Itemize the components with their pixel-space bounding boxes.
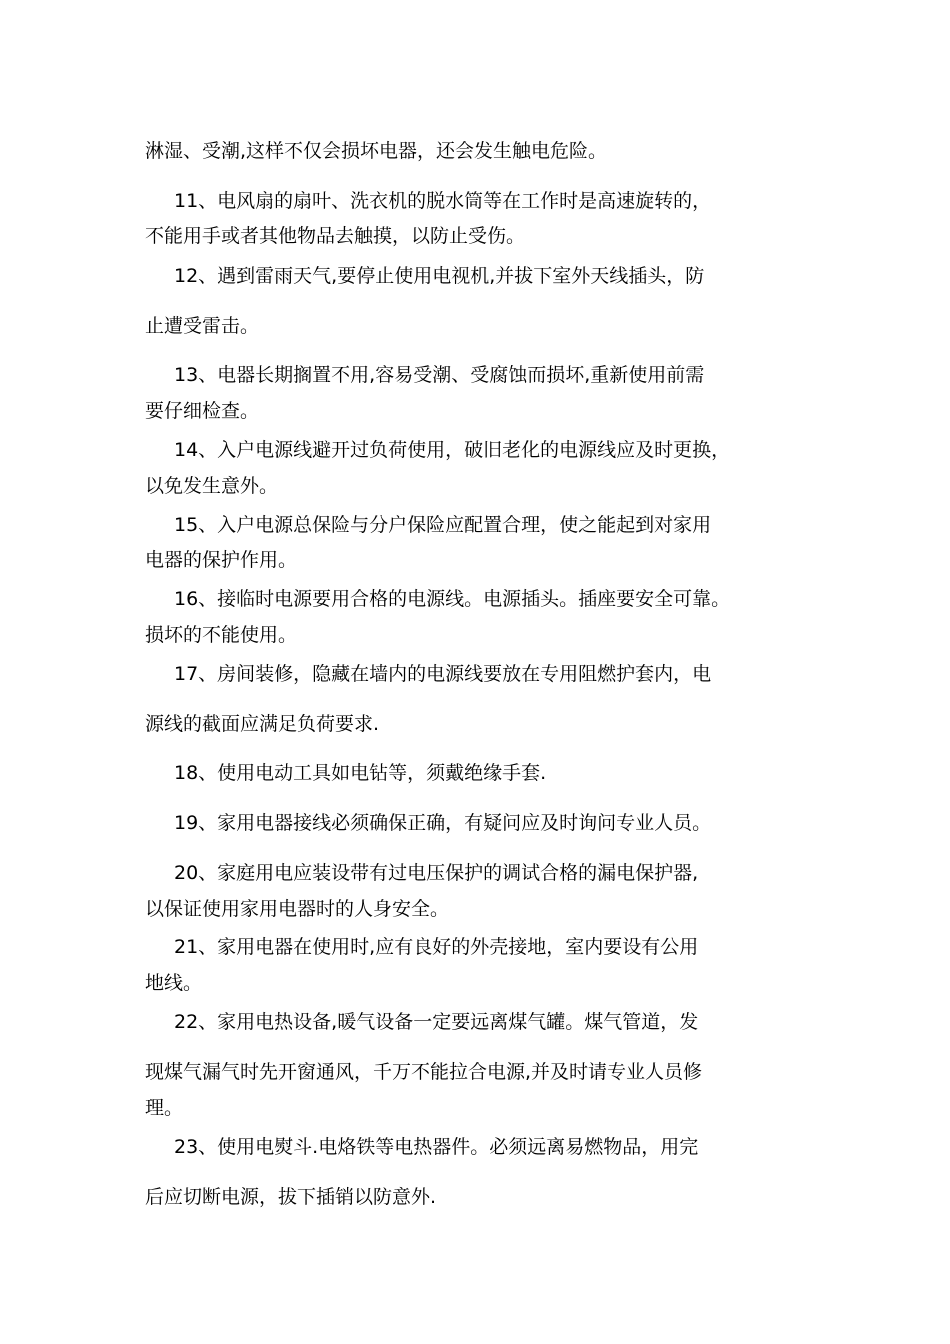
item-13-line-2: 要仔细检查。	[145, 400, 260, 422]
item-17-line-1: 17、房间装修，隐藏在墙内的电源线要放在专用阻燃护套内，电	[174, 663, 712, 685]
item-18-line: 18、使用电动工具如电钻等，须戴绝缘手套.	[174, 762, 547, 784]
item-15-line-1: 15、入户电源总保险与分户保险应配置合理，使之能起到对家用	[174, 514, 712, 536]
item-20-line-2: 以保证使用家用电器时的人身安全。	[145, 898, 450, 920]
item-14-line-1: 14、入户电源线避开过负荷使用，破旧老化的电源线应及时更换，	[174, 439, 731, 461]
item-12-line-2: 止遭受雷击。	[145, 315, 260, 337]
item-11-line-1: 11、电风扇的扇叶、洗衣机的脱水筒等在工作时是高速旋转的，	[174, 190, 712, 212]
item-15-line-2: 电器的保护作用。	[145, 549, 298, 571]
item-13-line-1: 13、电器长期搁置不用,容易受潮、受腐蚀而损坏,重新使用前需	[174, 364, 705, 386]
item-17-line-2: 源线的截面应满足负荷要求.	[145, 713, 380, 735]
item-23-line-1: 23、使用电熨斗.电烙铁等电热器件。必须远离易燃物品，用完	[174, 1136, 699, 1158]
item-16-line-1: 16、接临时电源要用合格的电源线。电源插头。插座要安全可靠。	[174, 588, 731, 610]
item-12-line-1: 12、遇到雷雨天气,要停止使用电视机,并拔下室外天线插头，防	[174, 265, 705, 287]
item-16-line-2: 损坏的不能使用。	[145, 624, 298, 646]
item-22-line-2: 现煤气漏气时先开窗通风，千万不能拉合电源,并及时请专业人员修	[145, 1061, 703, 1083]
item-19-line: 19、家用电器接线必须确保正确，有疑问应及时询问专业人员。	[174, 812, 712, 834]
item-21-line-2: 地线。	[145, 972, 203, 994]
text-line: 淋湿、受潮,这样不仅会损坏电器，还会发生触电危险。	[145, 140, 608, 162]
item-20-line-1: 20、家庭用电应装设带有过电压保护的调试合格的漏电保护器,	[174, 862, 699, 884]
item-14-line-2: 以免发生意外。	[145, 475, 279, 497]
item-22-line-1: 22、家用电热设备,暖气设备一定要远离煤气罐。煤气管道，发	[174, 1011, 699, 1033]
item-23-line-2: 后应切断电源，拔下插销以防意外.	[145, 1186, 437, 1208]
item-22-line-3: 理。	[145, 1097, 184, 1119]
item-21-line-1: 21、家用电器在使用时,应有良好的外壳接地，室内要设有公用	[174, 936, 699, 958]
item-11-line-2: 不能用手或者其他物品去触摸，以防止受伤。	[145, 225, 526, 247]
